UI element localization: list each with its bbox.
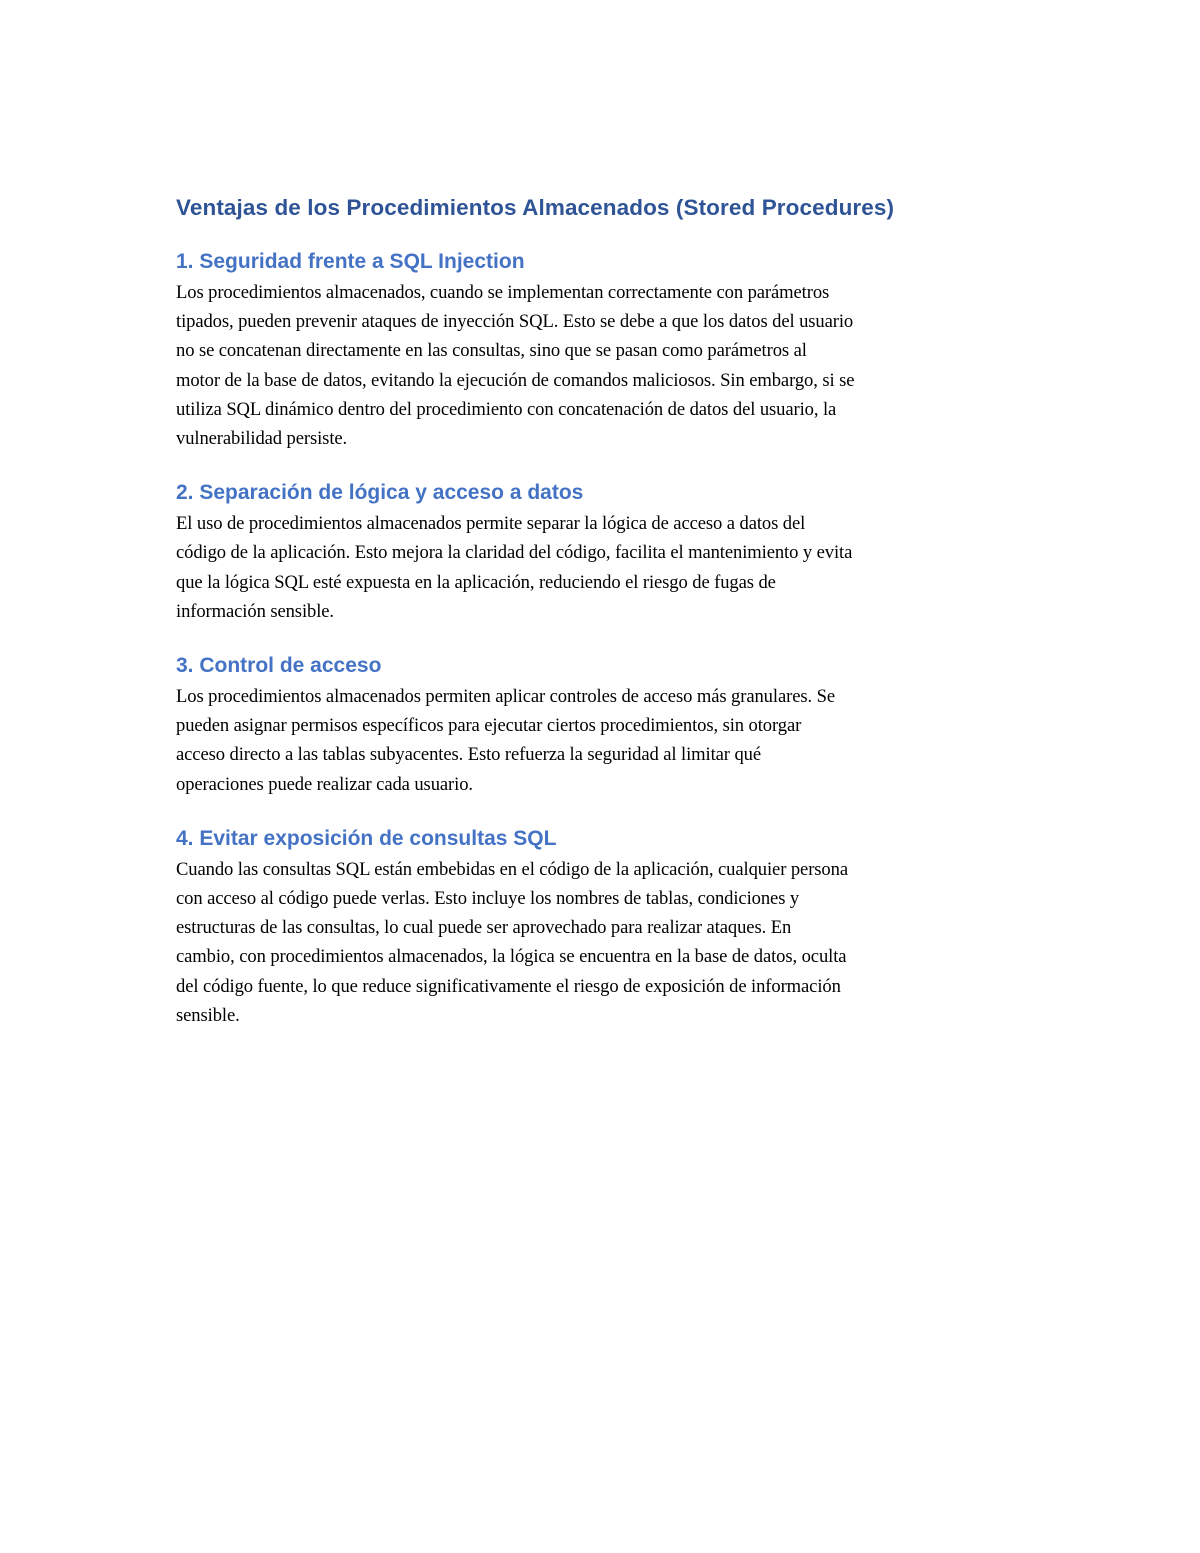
paragraph-line: estructuras de las consultas, lo cual puede ser aprovechado para realizar ataques. En: [176, 917, 792, 939]
paragraph-line: no se concatenan directamente en las consultas, sino que se pasan como parámetros al: [176, 340, 807, 362]
paragraph-line: Los procedimientos almacenados permiten aplicar controles de acceso más granulares. Se: [176, 686, 835, 708]
paragraph-line: operaciones puede realizar cada usuario.: [176, 773, 473, 795]
paragraph-line: vulnerabilidad persiste.: [176, 428, 348, 450]
section-heading: 1. Seguridad frente a SQL Injection: [176, 250, 525, 273]
section-heading: 2. Separación de lógica y acceso a datos: [176, 481, 584, 505]
paragraph-line: acceso directo a las tablas subyacentes. Esto refuerza la seguridad al limitar qué: [176, 744, 761, 766]
section-paragraph: [176, 278, 1026, 453]
paragraph-line: El uso de procedimientos almacenados permite separar la lógica de acceso a datos del: [176, 513, 806, 535]
paragraph-line: Los procedimientos almacenados, cuando se implementan correctamente con parámetros: [176, 282, 830, 303]
paragraph-line: con acceso al código puede verlas. Esto incluye los nombres de tablas, condiciones y: [176, 888, 800, 910]
paragraph-line: pueden asignar permisos específicos para ejecutar ciertos procedimientos, sin otorgar: [176, 715, 802, 737]
section-query-exposure: [176, 823, 1026, 1030]
section-heading: 4. Evitar exposición de consultas SQL: [176, 826, 557, 850]
paragraph-line: utiliza SQL dinámico dentro del procedimiento con concatenación de datos del usuario, la: [176, 398, 837, 420]
paragraph-line: información sensible.: [176, 600, 334, 622]
paragraph-line: cambio, con procedimientos almacenados, la lógica se encuentra en la base de datos, oculta: [176, 946, 847, 968]
paragraph-line: motor de la base de datos, evitando la ejecución de comandos maliciosos. Sin embargo, si se: [176, 369, 855, 391]
document-page: [176, 190, 1026, 1030]
section-sql-injection: [176, 246, 1026, 453]
section-paragraph: [176, 682, 1026, 799]
section-heading: 3. Control de acceso: [176, 654, 382, 678]
paragraph-line: del código fuente, lo que reduce significativamente el riesgo de exposición de información: [176, 975, 841, 997]
section-access-control: [176, 650, 1026, 799]
document-title: Ventajas de los Procedimientos Almacenados (Stored Procedures): [176, 195, 895, 220]
section-logic-separation: [176, 477, 1026, 626]
paragraph-line: Cuando las consultas SQL están embebidas en el código de la aplicación, cualquier persona: [176, 858, 848, 880]
section-paragraph: [176, 855, 1026, 1030]
paragraph-line: código de la aplicación. Esto mejora la claridad del código, facilita el mantenimiento y evita: [176, 542, 853, 564]
paragraph-line: tipados, pueden prevenir ataques de inyección SQL. Esto se debe a que los datos del usuario: [176, 311, 854, 333]
section-paragraph: [176, 509, 1026, 626]
paragraph-line: sensible.: [176, 1004, 240, 1026]
paragraph-line: que la lógica SQL esté expuesta en la aplicación, reduciendo el riesgo de fugas de: [176, 571, 776, 593]
